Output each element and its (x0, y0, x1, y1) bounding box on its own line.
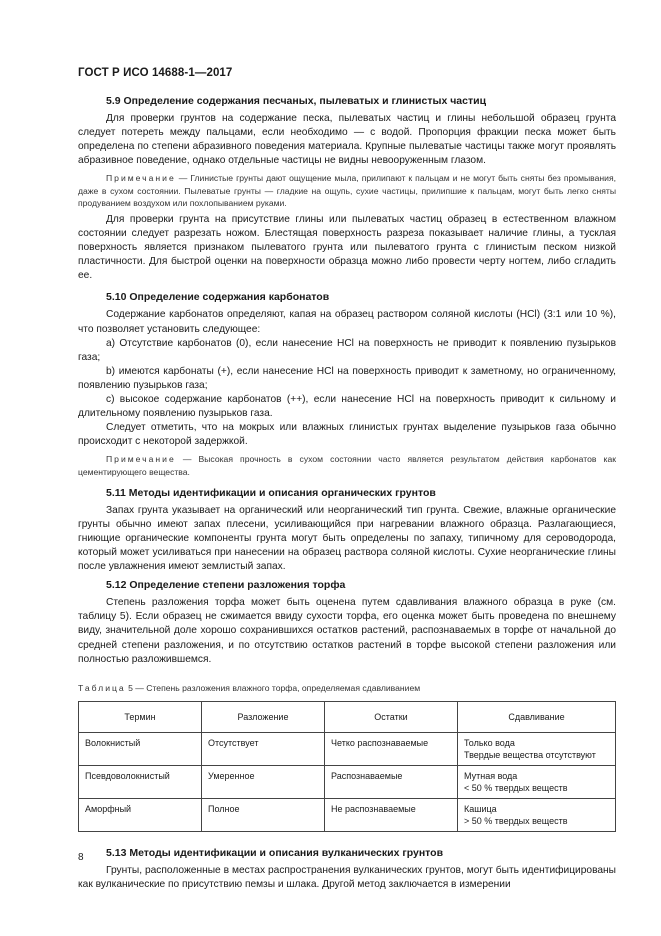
table-header-row (79, 701, 616, 732)
section-heading: 5.10 Определение содержания карбонатов (106, 291, 330, 304)
paragraph: Запах грунта указывает на органический или неорганический тип грунта. Свежие, влажные органические грунты обычно имеют запах плесени, усиливающийся при нагревании влажного образца. Разлагающиеся, гниющие органические компоненты грунта могут быть определены по запаху, типичному для сероводорода, который может усиливаться при нанесении на образец раствора соляной кислоты. Сухие неорганические глины после увлажнения имеют землистый запах. (78, 504, 616, 573)
paragraph: Для проверки грунта на присутствие глины или пылеватых частиц образец в естественном влажном состоянии следует разрезать ножом. Блестящая поверхность разреза показывает наличие глины, а тусклая поверхность является признаком пылеватого грунта или пылеватого грунта с глинистым песком низкой пластичности. Для быстрой оценки на поверхности образца можно либо провести черту ногтем, либо сгладить ее. (78, 213, 616, 282)
table-caption-label: Таблица (78, 682, 126, 693)
table-row (79, 732, 616, 765)
cell-line: Кашица (464, 803, 497, 814)
document-body (78, 94, 616, 892)
section-heading: 5.9 Определение содержания песчаных, пылеватых и глинистых частиц (106, 95, 487, 107)
table-cell: Аморфный (79, 798, 202, 831)
table-cell (458, 798, 616, 831)
table-cell: Полное (202, 798, 325, 831)
note-text: — Глинистые грунты дают ощущение мыла, прилипают к пальцам и не могут быть сняты без промывания, даже в сухом состоянии. Пылеватые грунты — гладкие на ощупь, сухие частицы, прилипшие к пальцам, могут быть легко сняты продуванием воздухом или похлопыванием руками. (78, 173, 616, 208)
table-cell: Волокнистый (79, 732, 202, 765)
table-cell: Умеренное (202, 765, 325, 798)
table-caption-text: 5 — Степень разложения влажного торфа, определяемая сдавливанием (125, 682, 421, 693)
cell-line: > 50 % твердых веществ (464, 815, 568, 826)
column-header-squeezing: Сдавливание (458, 701, 616, 732)
section-heading: 5.12 Определение степени разложения торфа (106, 579, 346, 592)
cell-line: Мутная вода (464, 770, 518, 781)
table-cell: Псевдоволокнистый (79, 765, 202, 798)
column-header-remains: Остатки (325, 701, 458, 732)
table-cell: Четко распознаваемые (325, 732, 458, 765)
list-item: b) имеются карбонаты (+), если нанесение HCl на поверхность приводит к заметному, но ограниченному, появлению пузырьков газа; (78, 365, 616, 391)
column-header-term: Термин (79, 701, 202, 732)
paragraph: Следует отметить, что на мокрых или влажных глинистых грунтах выделение пузырьков газа обычно происходит с некоторой задержкой. (78, 422, 616, 448)
page-number: 8 (78, 852, 84, 863)
note-label: Примечание (106, 454, 176, 465)
paragraph: Для проверки грунтов на содержание песка, пылеватых частиц и глины небольшой образец грунта следует потереть между пальцами, если необходимо — с водой. Пропорция фракции песка может быть определена по степени абразивного поведения материала. Крупные пылеватые частицы также могут проявлять абразивное поведение, однако отдельные частицы не видны невооруженным глазом. (78, 113, 616, 167)
note (78, 172, 616, 209)
section-heading: 5.13 Методы идентификации и описания вулканических грунтов (106, 846, 444, 859)
table-cell: Отсутствует (202, 732, 325, 765)
list-item: a) Отсутствие карбонатов (0), если нанесение HCl на поверхность не приводит к появлению пузырьков газа; (78, 337, 616, 363)
paragraph: Степень разложения торфа может быть оценена путем сдавливания влажного образца в руке (см. таблицу 5). Если образец не сжимается ввиду сухости торфа, его оценка может быть проведена по внешнему виду, значительной доле хорошо сохранившихся остатков растений, распознаваемых в торфе от начальной до средней степени разложения, и по отсутствию остатков растений в торфе высокой степени разложения или полностью разложившемся. (78, 597, 616, 665)
section-heading: 5.11 Методы идентификации и описания органических грунтов (106, 486, 436, 499)
peat-decomposition-table (78, 701, 616, 832)
table-cell (458, 732, 616, 765)
cell-line: < 50 % твердых веществ (464, 782, 568, 793)
table-row (79, 765, 616, 798)
list-item: c) высокое содержание карбонатов (++), если нанесение HCl на поверхность приводит к сильному и длительному появлению пузырьков газа. (78, 394, 616, 420)
table-cell: Не распознаваемые (325, 798, 458, 831)
note (78, 453, 616, 477)
paragraph: Содержание карбонатов определяют, капая на образец раствором соляной кислоты (HCl) (3:1 или 10 %), что позволяет установить следующее: (78, 309, 616, 335)
table-caption (78, 683, 616, 693)
note-label: Примечание (106, 173, 176, 184)
paragraph: Грунты, расположенные в местах распространения вулканических грунтов, могут быть идентифицированы как вулканические по присутствию пемзы и шлака. Другой метод заключается в измерении (78, 864, 616, 890)
cell-line: Твердые вещества отсутствуют (464, 749, 596, 760)
table-row (79, 798, 616, 831)
table-cell: Распознаваемые (325, 765, 458, 798)
document-header: ГОСТ Р ИСО 14688-1—2017 (78, 67, 233, 79)
cell-line: Только вода (464, 737, 515, 748)
note-text: — Высокая прочность в сухом состоянии часто является результатом действия карбонатов как цементирующего вещества. (78, 454, 616, 477)
column-header-decomposition: Разложение (202, 701, 325, 732)
table-cell (458, 765, 616, 798)
